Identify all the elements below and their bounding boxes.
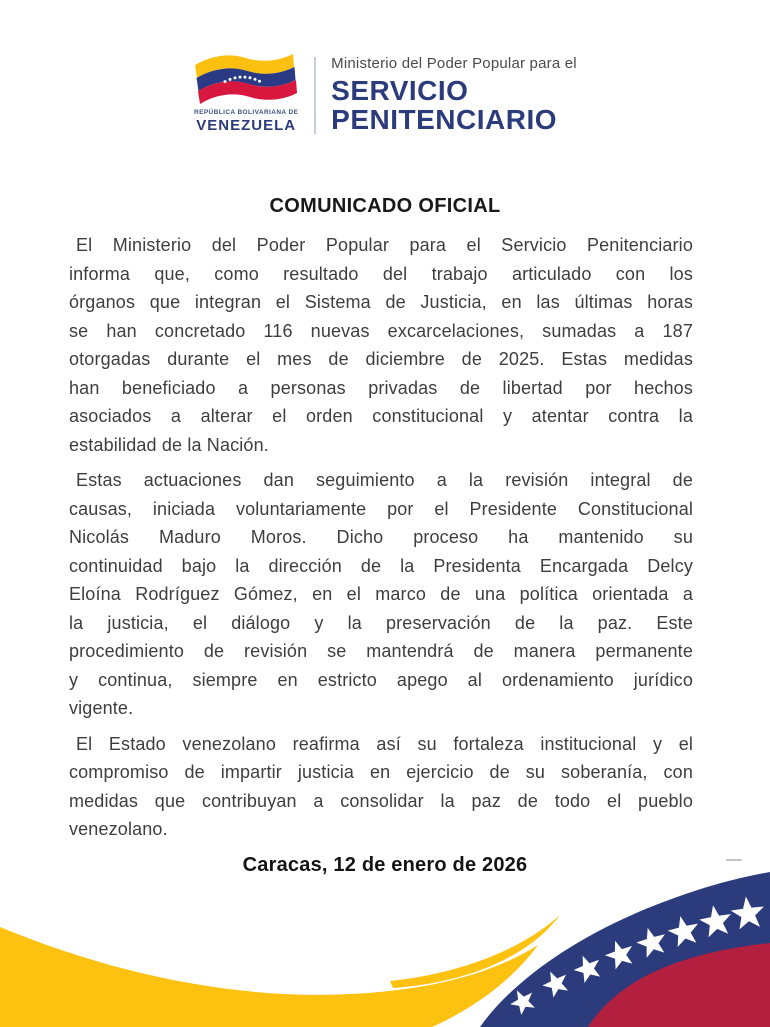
text-line: Eloína Rodríguez Gómez, en el marco de una política orientada a xyxy=(69,584,693,604)
text-line: Estas actuaciones dan seguimiento a la revisión integral de xyxy=(76,470,693,490)
ministry-name-line2: PENITENCIARIO xyxy=(331,104,558,135)
communique-title: COMUNICADO OFICIAL xyxy=(269,195,501,217)
dateline: Caracas, 12 de enero de 2026 xyxy=(242,853,528,876)
text-line: El Ministerio del Poder Popular para el Servicio Penitenciario xyxy=(76,235,693,255)
flag-swoosh-decoration xyxy=(0,857,770,1027)
text-line: la justicia, el diálogo y la preservación de la paz. Este xyxy=(69,612,693,633)
communique-paragraph-2 xyxy=(69,466,693,723)
text-line: asociados a alterar el orden constitucional y atentar contra la xyxy=(69,406,693,426)
communique-body xyxy=(69,231,693,844)
country-label-small: REPÚBLICA BOLIVARIANA DE xyxy=(193,109,299,116)
text-line: continuidad bajo la dirección de la Presidenta Encargada Delcy xyxy=(69,555,693,576)
venezuela-flag-icon xyxy=(194,52,298,108)
text-line: han beneficiado a personas privadas de libertad por hechos xyxy=(69,377,693,398)
country-label: VENEZUELA xyxy=(196,117,297,134)
text-line: y continua, siempre en estricto apego al ordenamiento jurídico xyxy=(69,669,693,690)
communique-paragraph-3 xyxy=(69,730,693,844)
text-line: causas, iniciada voluntariamente por el Presidente Constitucional xyxy=(69,498,693,519)
text-line: se han concretado 116 nuevas excarcelaciones, sumadas a 187 xyxy=(69,320,693,341)
ministry-name-line1: SERVICIO xyxy=(331,75,469,106)
communique-paragraph-1 xyxy=(69,231,693,459)
text-line: estabilidad de la Nación. xyxy=(69,434,269,455)
text-line: El Estado venezolano reafirma así su fortaleza institucional y el xyxy=(76,733,693,754)
ministry-block xyxy=(331,52,577,134)
text-line: Nicolás Maduro Moros. Dicho proceso ha mantenido su xyxy=(69,527,693,547)
text-line: otorgadas durante el mes de diciembre de 2025. Estas medidas xyxy=(69,349,693,369)
text-line: informa que, como resultado del trabajo articulado con los xyxy=(69,263,693,284)
small-dash xyxy=(726,859,742,861)
header xyxy=(0,52,770,134)
yellow-swoosh xyxy=(0,915,560,1027)
text-line: medidas que contribuyan a consolidar la paz de todo el pueblo xyxy=(69,790,693,811)
text-line: venezolano. xyxy=(69,819,168,839)
communique xyxy=(0,194,770,877)
text-line: órganos que integran el Sistema de Justicia, en las últimas horas xyxy=(69,292,693,312)
emblem xyxy=(193,52,299,134)
text-line: compromiso de impartir justicia en ejercicio de su soberanía, con xyxy=(69,762,693,782)
text-line: vigente. xyxy=(69,698,134,718)
ministry-intro: Ministerio del Poder Popular para el xyxy=(331,55,577,72)
text-line: procedimiento de revisión se mantendrá de manera permanente xyxy=(69,641,693,661)
header-divider xyxy=(314,57,316,134)
